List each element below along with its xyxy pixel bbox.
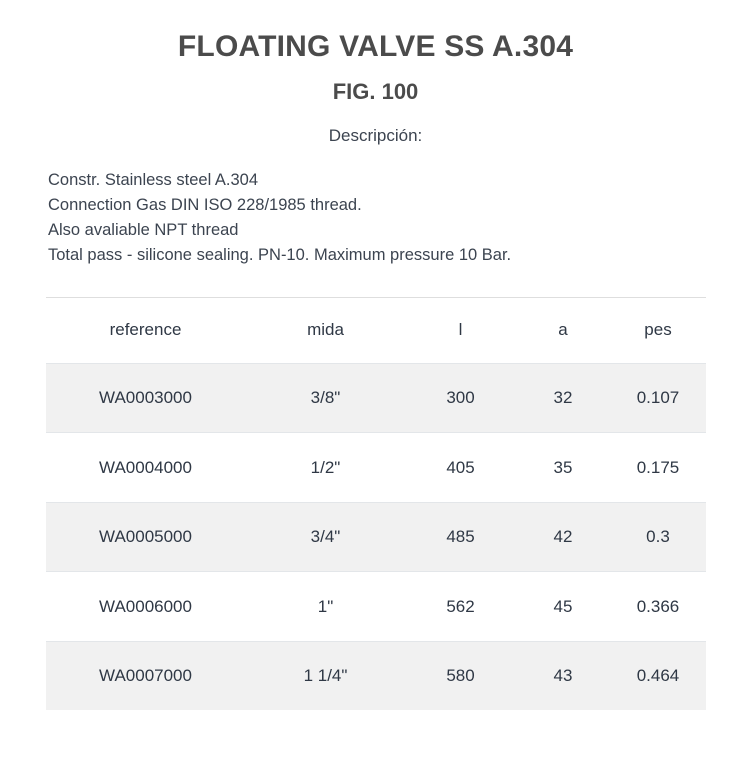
cell-mida: 3/4": [246, 502, 406, 572]
column-header-pes: pes: [644, 320, 672, 340]
table-row: [46, 502, 706, 572]
description-heading: Descripción:: [328, 125, 423, 145]
specification-table-wrapper: [46, 297, 706, 711]
page-title: FLOATING VALVE SS A.304: [177, 30, 574, 63]
title-block: [0, 0, 751, 146]
cell-a: 43: [516, 641, 611, 710]
cell-pes: 0.366: [611, 572, 706, 642]
table-header: [46, 298, 706, 364]
table-row: [46, 572, 706, 642]
table-row: [46, 363, 706, 433]
description-line: Connection Gas DIN ISO 228/1985 thread.: [48, 195, 362, 214]
cell-l: 405: [406, 433, 516, 503]
description-line: Total pass - silicone sealing. PN-10. Maximum pressure 10 Bar.: [48, 245, 512, 264]
cell-a: 42: [516, 502, 611, 572]
table-row: [46, 641, 706, 710]
cell-a: 45: [516, 572, 611, 642]
figure-subtitle: FIG. 100: [332, 78, 419, 104]
cell-reference: WA0007000: [46, 641, 246, 710]
column-header-a: a: [558, 320, 568, 340]
cell-reference: WA0006000: [46, 572, 246, 642]
cell-pes: 0.464: [611, 641, 706, 710]
cell-reference: WA0003000: [46, 363, 246, 433]
cell-l: 562: [406, 572, 516, 642]
description-block: [0, 168, 751, 268]
cell-mida: 1": [246, 572, 406, 642]
cell-a: 32: [516, 363, 611, 433]
cell-pes: 0.3: [611, 502, 706, 572]
column-header-l: l: [458, 320, 463, 340]
cell-pes: 0.107: [611, 363, 706, 433]
column-header-reference: reference: [109, 320, 182, 340]
cell-mida: 1/2": [246, 433, 406, 503]
table-body: [46, 363, 706, 710]
cell-l: 485: [406, 502, 516, 572]
cell-mida: 3/8": [246, 363, 406, 433]
cell-a: 35: [516, 433, 611, 503]
cell-l: 580: [406, 641, 516, 710]
cell-reference: WA0004000: [46, 433, 246, 503]
cell-l: 300: [406, 363, 516, 433]
cell-mida: 1 1/4": [246, 641, 406, 710]
cell-reference: WA0005000: [46, 502, 246, 572]
cell-pes: 0.175: [611, 433, 706, 503]
specification-table: [46, 298, 706, 711]
description-line: Also avaliable NPT thread: [48, 220, 239, 239]
column-header-mida: mida: [307, 320, 344, 340]
table-header-row: [46, 298, 706, 364]
description-line: Constr. Stainless steel A.304: [48, 170, 259, 189]
table-row: [46, 433, 706, 503]
